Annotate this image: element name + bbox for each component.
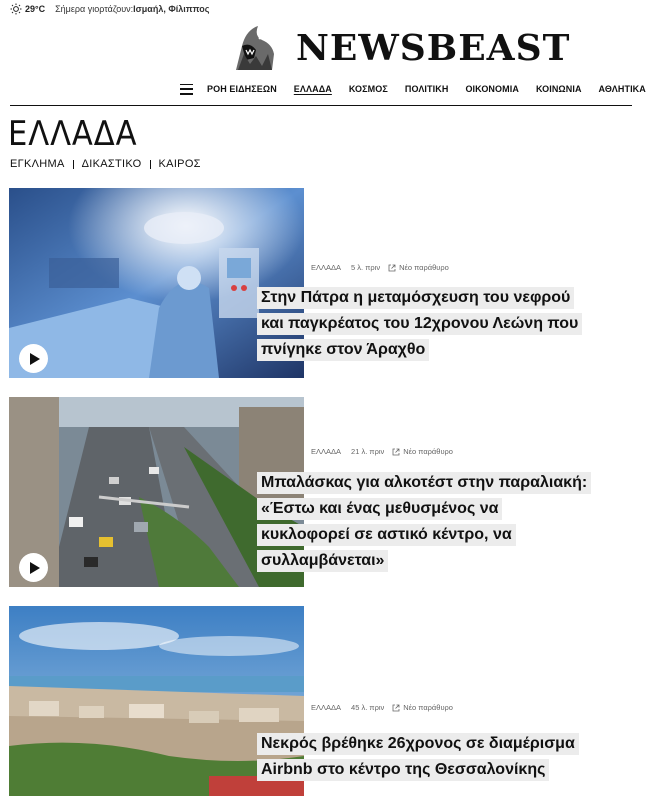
article-category[interactable]: ΕΛΛΑΔΑ <box>311 703 342 712</box>
headline-line: Airbnb στο κέντρο της Θεσσαλονίκης <box>257 759 549 781</box>
new-window-link[interactable]: Νέο παράθυρο <box>403 447 453 456</box>
namedays: Ισμαήλ, Φίλιππος <box>133 4 210 14</box>
article-meta <box>311 703 453 712</box>
headline-line: και παγκρέατος του 12χρονου Λεώνη που <box>257 313 582 335</box>
weather-bar <box>10 3 209 15</box>
headline-line: Νεκρός βρέθηκε 26χρονος σε διαμέρισμα <box>257 733 579 755</box>
subnav-item-weather[interactable]: ΚΑΙΡΟΣ <box>158 158 201 170</box>
subnav-separator <box>150 160 151 169</box>
headline-line: πνίγηκε στον Άραχθο <box>257 339 429 361</box>
headline-line: Στην Πάτρα η μεταμόσχευση του νεφρού <box>257 287 574 309</box>
headline-line: «Έστω και ένας μεθυσμένος να <box>257 498 502 520</box>
headline-line: κυκλοφορεί σε αστικό κέντρο, να <box>257 524 516 546</box>
shark-icon <box>232 24 276 72</box>
nav-item-sports[interactable]: ΑΘΛΗΤΙΚΑ <box>598 84 646 94</box>
external-link-icon[interactable] <box>388 264 396 272</box>
nav-item-greece[interactable]: ΕΛΛΑΔΑ <box>293 84 332 94</box>
new-window-link[interactable]: Νέο παράθυρο <box>403 703 453 712</box>
nav-item-feed[interactable]: ΡΟΗ ΕΙΔΗΣΕΩΝ <box>207 84 277 94</box>
article-card[interactable] <box>9 188 634 378</box>
video-play-icon[interactable] <box>19 553 48 582</box>
nav-item-economy[interactable]: ΟΙΚΟΝΟΜΙΑ <box>465 84 519 94</box>
article-time: 21 λ. πριν <box>351 447 385 456</box>
temperature: 29°C <box>25 4 46 14</box>
nav-item-world[interactable]: ΚΟΣΜΟΣ <box>348 84 388 94</box>
article-meta <box>311 447 453 456</box>
subnav-item-judicial[interactable]: ΔΙΚΑΣΤΙΚΟ <box>81 158 142 170</box>
new-window-link[interactable]: Νέο παράθυρο <box>399 263 449 272</box>
headline-line: συλλαμβάνεται» <box>257 550 388 572</box>
section-subnav <box>10 158 201 170</box>
hamburger-menu-icon[interactable] <box>180 84 193 95</box>
article-headline[interactable] <box>257 285 627 363</box>
site-logo[interactable] <box>232 24 570 72</box>
nav-item-politics[interactable]: ΠΟΛΙΤΙΚΗ <box>404 84 449 94</box>
external-link-icon[interactable] <box>392 448 400 456</box>
subnav-item-crime[interactable]: ΕΓΚΛΗΜΑ <box>10 158 65 170</box>
article-card[interactable] <box>9 397 634 587</box>
video-play-icon[interactable] <box>19 344 48 373</box>
namedays-label: Σήμερα γιορτάζουν: <box>55 4 134 14</box>
external-link-icon[interactable] <box>392 704 400 712</box>
subnav-separator <box>73 160 74 169</box>
article-headline[interactable] <box>257 731 627 783</box>
article-meta <box>311 263 449 272</box>
logo-wordmark: NEWSBEAST <box>296 27 571 69</box>
headline-line: Μπαλάσκας για αλκοτέστ στην παραλιακή: <box>257 472 591 494</box>
article-category[interactable]: ΕΛΛΑΔΑ <box>311 263 342 272</box>
page-title: ΕΛΛΑΔΑ <box>8 114 138 154</box>
article-time: 5 λ. πριν <box>351 263 381 272</box>
article-category[interactable]: ΕΛΛΑΔΑ <box>311 447 342 456</box>
article-time: 45 λ. πριν <box>351 703 385 712</box>
main-nav <box>180 80 663 98</box>
sun-icon <box>10 3 22 15</box>
nav-item-society[interactable]: ΚΟΙΝΩΝΙΑ <box>535 84 582 94</box>
header-divider <box>10 105 632 106</box>
article-card[interactable] <box>9 606 634 796</box>
article-headline[interactable] <box>257 470 627 574</box>
